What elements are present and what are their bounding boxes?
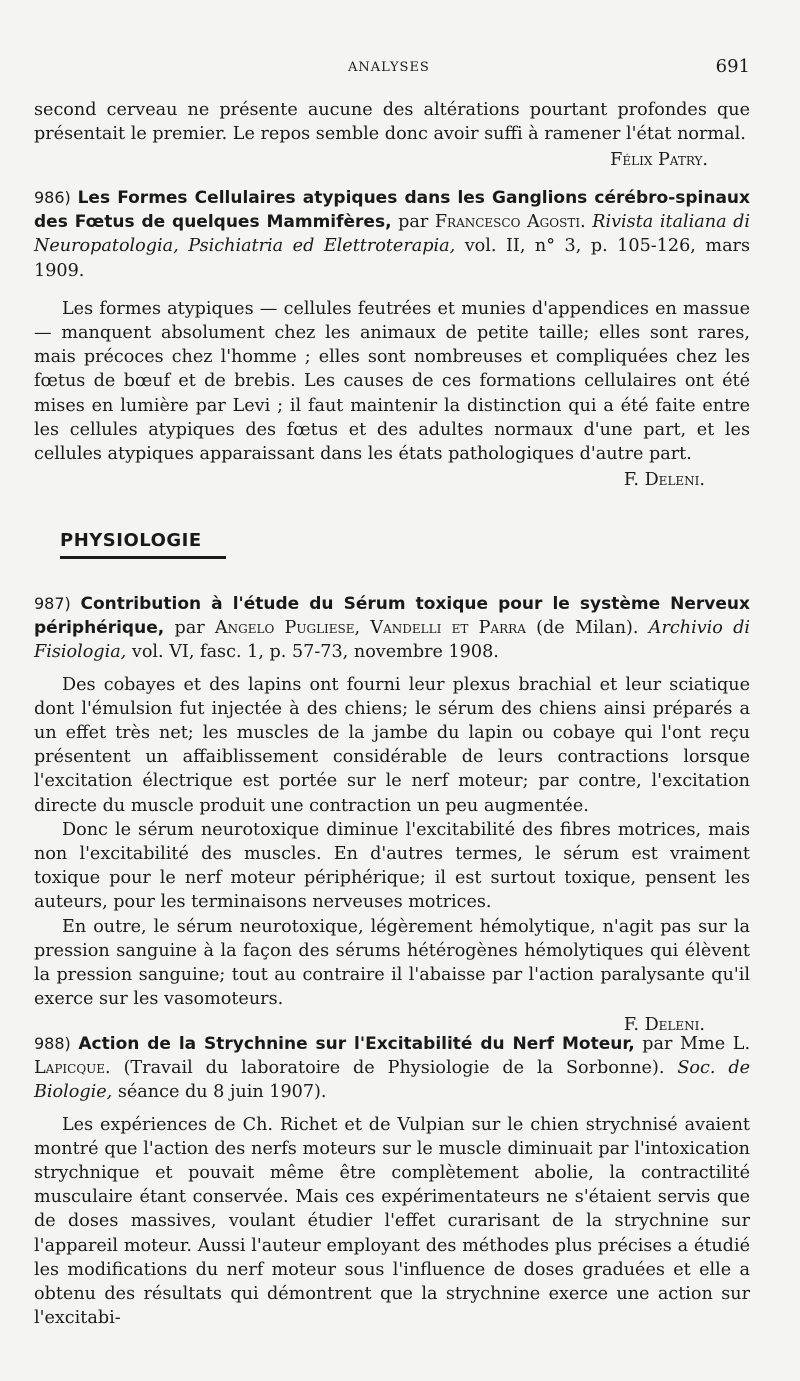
entry-987-heading	[34, 592, 750, 665]
entry-986-par: par	[398, 212, 429, 233]
entry-986-author: Francesco Agosti.	[434, 212, 586, 233]
entry-987-journal: Archivio di Fisiologia,	[34, 618, 751, 663]
prev-entry	[34, 98, 750, 173]
entry-987-location: (de Milan).	[536, 618, 639, 639]
entry-986-heading	[34, 186, 750, 283]
entry-988-title: Action de la Strychnine sur l'Excitabilité du Nerf Moteur,	[78, 1034, 635, 1054]
page-number: 691	[715, 56, 750, 77]
entry-987-title: Contribution à l'étude du Sérum toxique pour le système Nerveux périphérique,	[34, 594, 750, 639]
entry-986-signature: F. Deleni.	[623, 470, 705, 491]
entry-988-journal: Soc. de Biologie,	[34, 1058, 751, 1103]
entry-988-par: par	[642, 1034, 673, 1054]
section-rule	[60, 556, 226, 559]
entry-987-paragraph-3: En outre, le sérum neurotoxique, légèrement hémolytique, n'agit pas sur la pression sanguine à la façon des sérums hétérogènes hémolytiques qui élèvent la pression sanguine; tout au contraire il l'abaisse par l'action paralysante qu'il exerce sur les vasomoteurs.	[34, 916, 750, 1010]
entry-987	[34, 592, 750, 1038]
entry-986-body: Les formes atypiques — cellules feutrées et munies d'appendices en massue — manquent absolument chez les animaux de petite taille; elles sont rares, mais précoces chez l'homme ; elles sont nombreuses et compliquées chez les fœtus de bœuf et de brebis. Les causes de ces formations cellulaires ont été mises en lumière par Levi ; il faut maintenir la distinction qui a été faite entre les cellules atypiques des fœtus et des adultes normaux d'une part, et les cellules atypiques apparaissant dans les états pathologiques d'autre part.	[34, 298, 750, 465]
entry-987-paragraph-1: Des cobayes et des lapins ont fourni leur plexus brachial et leur sciatique dont l'émulsion fut injectée à des chiens; le sérum des chiens ainsi préparés a un effet très net; les muscles de la jambe du lapin ou cobaye qui l'ont reçu présentent un affaiblissement considérable de leurs contractions lorsque l'excitation électrique est portée sur le nerf moteur; par contre, l'excitation directe du muscle produit une contraction un peu augmentée.	[34, 674, 750, 816]
entry-987-authors: Angelo Pugliese, Vandelli et Parra	[214, 618, 526, 639]
section-title: PHYSIOLOGIE	[60, 530, 202, 551]
entry-986	[34, 186, 750, 492]
running-head: ANALYSES	[348, 60, 430, 75]
entry-988-number: 988)	[34, 1034, 71, 1053]
entry-988	[34, 1032, 750, 1330]
entry-987-signature: F. Deleni.	[623, 1015, 705, 1036]
entry-987-ref: vol. VI, fasc. 1, p. 57-73, novembre 1908.	[131, 642, 499, 663]
entry-988-author-prefix: Mme	[680, 1034, 726, 1054]
entry-988-author: L. Lapicque.	[34, 1034, 751, 1079]
entry-988-body: Les expériences de Ch. Richet et de Vulpian sur le chien strychnisé avaient montré que l'action des nerfs moteurs sur le muscle diminuait par l'intoxication strychnique et pouvait même être complètement abolie, la contractilité musculaire étant conservée. Mais ces expérimentateurs ne s'étaient servis que de doses massives, voulant étudier l'effet curarisant de la strychnine sur l'appareil moteur. Aussi l'auteur employant des méthodes plus précises a étudié les modifications du nerf moteur sous l'influence de doses graduées et elle a obtenu des résultats qui démontrent que la strychnine exerce une action sur l'excitabi-	[34, 1114, 750, 1329]
prev-entry-signature: Félix Patry.	[610, 150, 708, 171]
entry-987-number: 987)	[34, 594, 71, 613]
entry-986-ref: vol. II, n° 3, p. 105-126, mars 1909.	[34, 236, 750, 281]
entry-988-ref: séance du 8 juin 1907).	[117, 1082, 327, 1103]
entry-986-title: Les Formes Cellulaires atypiques dans les Ganglions cérébro-spinaux des Fœtus de quelques Mammifères,	[34, 188, 750, 233]
entry-986-journal: Rivista italiana di Neuropatologia, Psichiatria ed Elettroterapia,	[34, 212, 751, 257]
entry-988-heading	[34, 1032, 750, 1105]
entry-987-paragraph-2: Donc le sérum neurotoxique diminue l'excitabilité des fibres motrices, mais non l'excitabilité des muscles. En d'autres termes, le sérum est vraiment toxique pour le nerf moteur périphérique; il est surtout toxique, pensent les auteurs, pour les terminaisons nerveuses motrices.	[34, 819, 750, 913]
entry-987-par: par	[174, 618, 205, 639]
entry-988-lab: (Travail du laboratoire de Physiologie de la Sorbonne).	[123, 1058, 665, 1079]
page-header	[0, 56, 800, 82]
entry-986-number: 986)	[34, 188, 71, 207]
prev-entry-text: second cerveau ne présente aucune des altérations pourtant profondes que présentait le premier. Le repos semble donc avoir suffi à ramener l'état normal.	[34, 100, 750, 145]
